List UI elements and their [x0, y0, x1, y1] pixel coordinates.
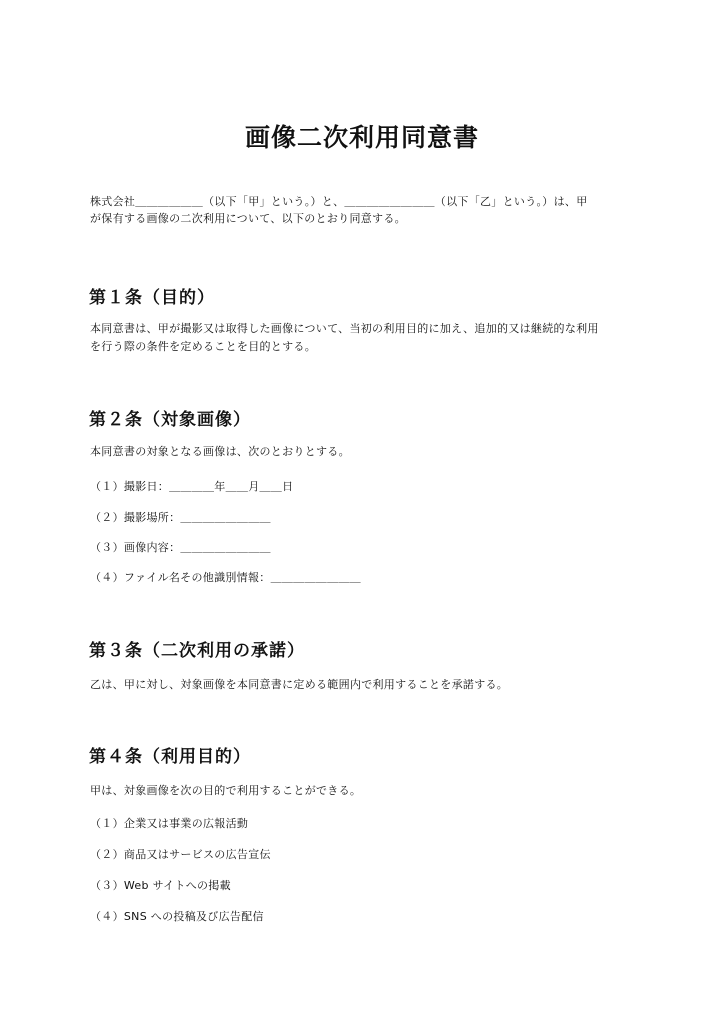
intro-paragraph [90, 193, 640, 227]
article-4-item-1: （１）企業又は事業の広報活動 [90, 817, 249, 830]
article-4-item-2: （２）商品又はサービスの広告宣伝 [90, 848, 271, 861]
article-4-item-4: （４）SNS への投稿及び広告配信 [90, 910, 264, 923]
article-3-heading: 第３条（二次利用の承諾） [89, 641, 305, 661]
article-2-item-4: （４）ファイル名その他識別情報：＿＿＿＿＿＿＿＿ [90, 571, 361, 584]
article-2-heading: 第２条（対象画像） [89, 410, 251, 430]
article-1-paragraph [90, 320, 640, 356]
document-title: 画像二次利用同意書 [244, 123, 479, 152]
intro-line-2: が保有する画像の二次利用について、以下のとおり同意する。 [90, 212, 406, 225]
article-4-text: 甲は、対象画像を次の目的で利用することができる。 [90, 784, 362, 797]
article-4-item-3: （３）Web サイトへの掲載 [90, 879, 231, 892]
article-2-item-2: （２）撮影場所：＿＿＿＿＿＿＿＿ [90, 511, 271, 524]
intro-line-1: 株式会社＿＿＿＿＿＿（以下「甲」という。）と、＿＿＿＿＿＿＿＿（以下「乙」という。）は、甲 [90, 195, 588, 208]
article-4-heading: 第４条（利用目的） [89, 747, 251, 767]
article-1-line-2: を行う際の条件を定めることを目的とする。 [90, 340, 316, 353]
article-1-line-1: 本同意書は、甲が撮影又は取得した画像について、当初の利用目的に加え、追加的又は継続的な利用 [90, 322, 599, 335]
article-2-text: 本同意書の対象となる画像は、次のとおりとする。 [90, 445, 350, 458]
article-1-heading: 第１条（目的） [89, 288, 215, 308]
article-2-item-1: （１）撮影日：＿＿＿＿年＿＿月＿＿日 [90, 480, 294, 493]
article-3-text: 乙は、甲に対し、対象画像を本同意書に定める範囲内で利用することを承諾する。 [90, 678, 509, 691]
article-2-item-3: （３）画像内容：＿＿＿＿＿＿＿＿ [90, 541, 271, 554]
